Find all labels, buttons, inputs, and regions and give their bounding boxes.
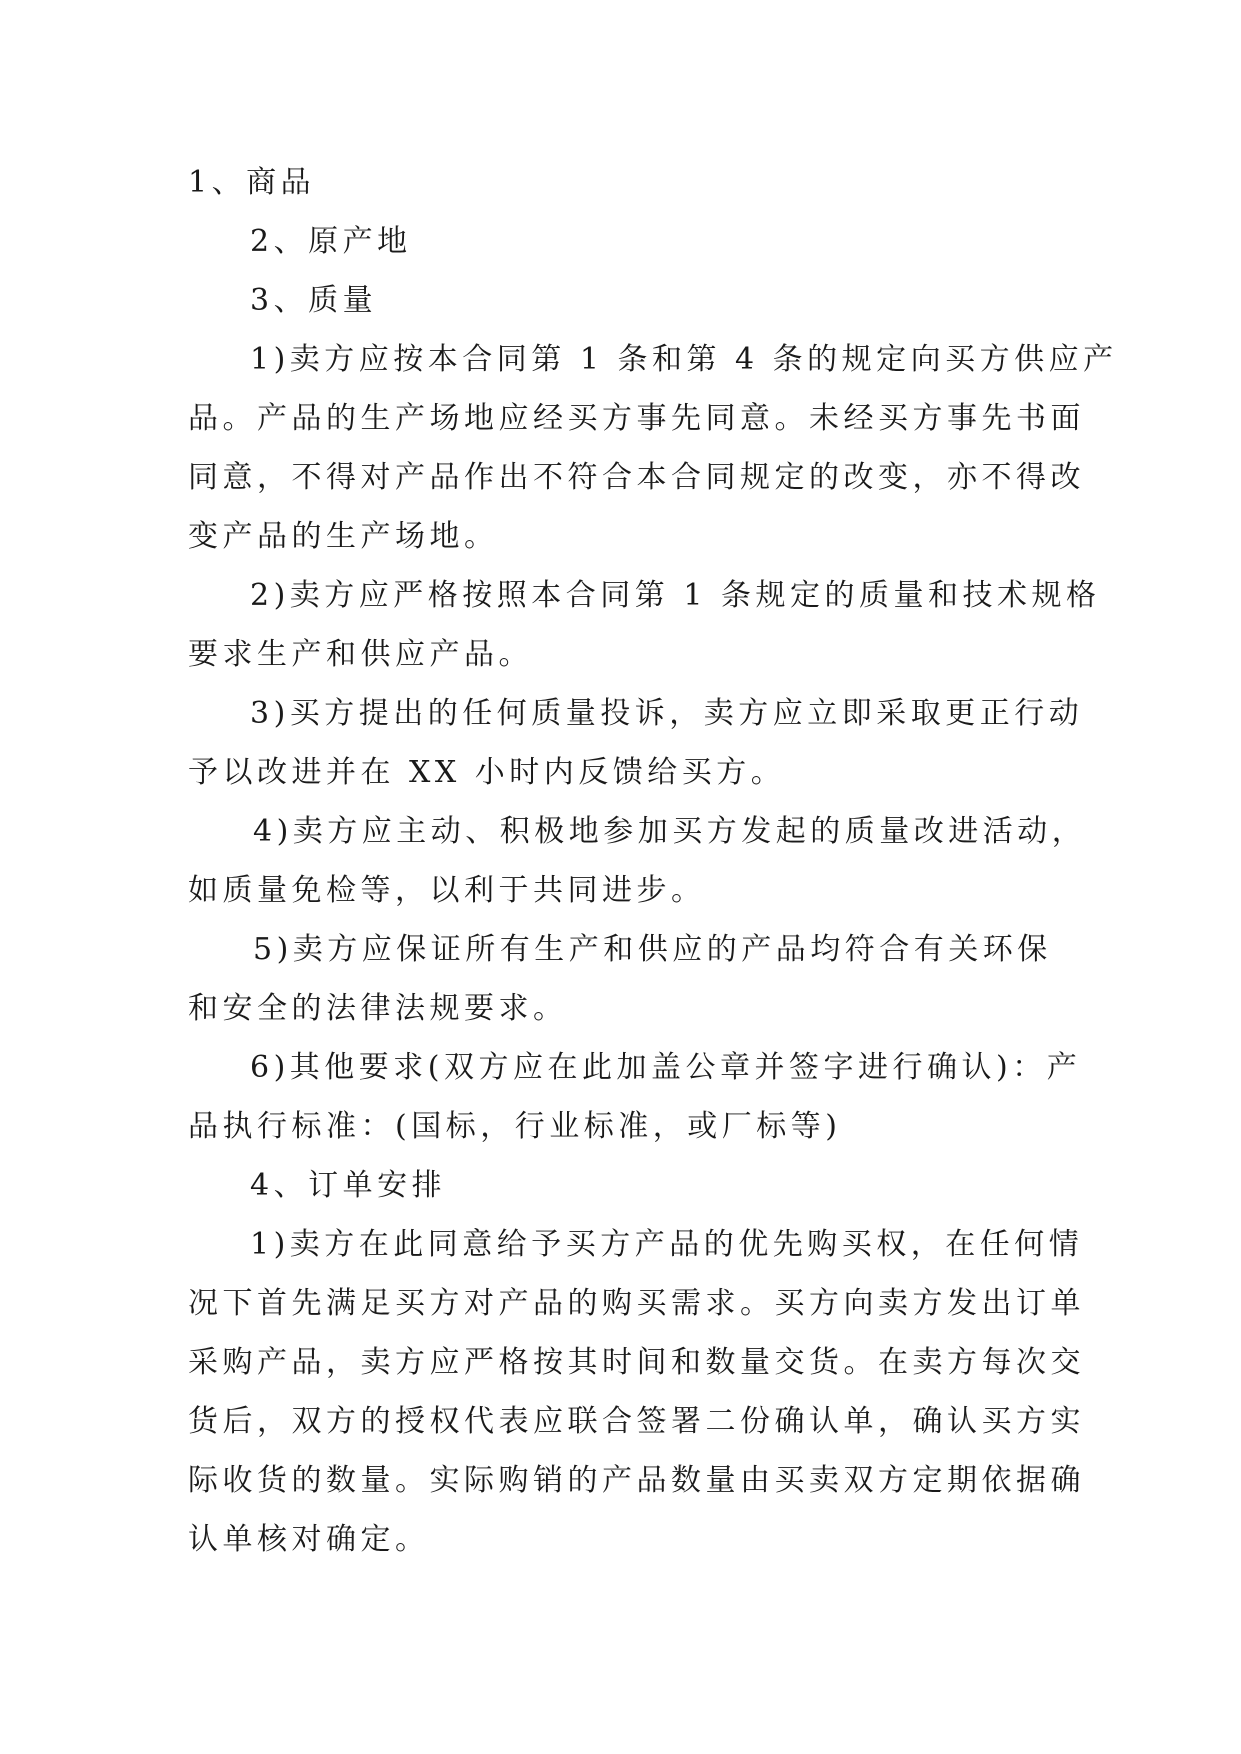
paragraph-line: 品。产品的生产场地应经买方事先同意。未经买方事先书面 [188,401,1085,436]
paragraph-line: 变产品的生产场地。 [188,519,499,554]
section-heading-quality: 3、质量 [250,283,378,318]
paragraph-line: 况下首先满足买方对产品的购买需求。买方向卖方发出订单 [188,1286,1085,1321]
paragraph-line: 3)买方提出的任何质量投诉，卖方应立即采取更正行动 [250,696,1084,731]
paragraph-line: 4)卖方应主动、积极地参加买方发起的质量改进活动， [253,814,1087,849]
section-heading-origin: 2、原产地 [250,224,412,259]
paragraph-line: 6)其他要求(双方应在此加盖公章并签字进行确认)：产 [250,1050,1082,1085]
paragraph-line: 1)卖方在此同意给予买方产品的优先购买权，在任何情 [250,1227,1084,1262]
paragraph-line: 货后，双方的授权代表应联合签署二份确认单，确认买方实 [188,1404,1085,1439]
paragraph-line: 5)卖方应保证所有生产和供应的产品均符合有关环保 [253,932,1052,967]
section-heading-goods: 1、商品 [188,165,316,200]
paragraph-line: 和安全的法律法规要求。 [188,991,568,1026]
paragraph-line: 要求生产和供应产品。 [188,637,533,672]
paragraph-line: 采购产品，卖方应严格按其时间和数量交货。在卖方每次交 [188,1345,1085,1380]
paragraph-line: 同意，不得对产品作出不符合本合同规定的改变，亦不得改 [188,460,1085,495]
paragraph-line: 如质量免检等，以利于共同进步。 [188,873,706,908]
paragraph-line: 1)卖方应按本合同第 1 条和第 4 条的规定向买方供应产 [250,342,1118,377]
paragraph-line: 予以改进并在 XX 小时内反馈给买方。 [188,755,786,790]
paragraph-line: 际收货的数量。实际购销的产品数量由买卖双方定期依据确 [188,1463,1085,1498]
section-heading-order-arrangement: 4、订单安排 [250,1168,447,1203]
paragraph-line: 2)卖方应严格按照本合同第 1 条规定的质量和技术规格 [250,578,1101,613]
paragraph-line: 品执行标准：(国标，行业标准，或厂标等) [188,1109,842,1144]
paragraph-line: 认单核对确定。 [188,1522,430,1557]
